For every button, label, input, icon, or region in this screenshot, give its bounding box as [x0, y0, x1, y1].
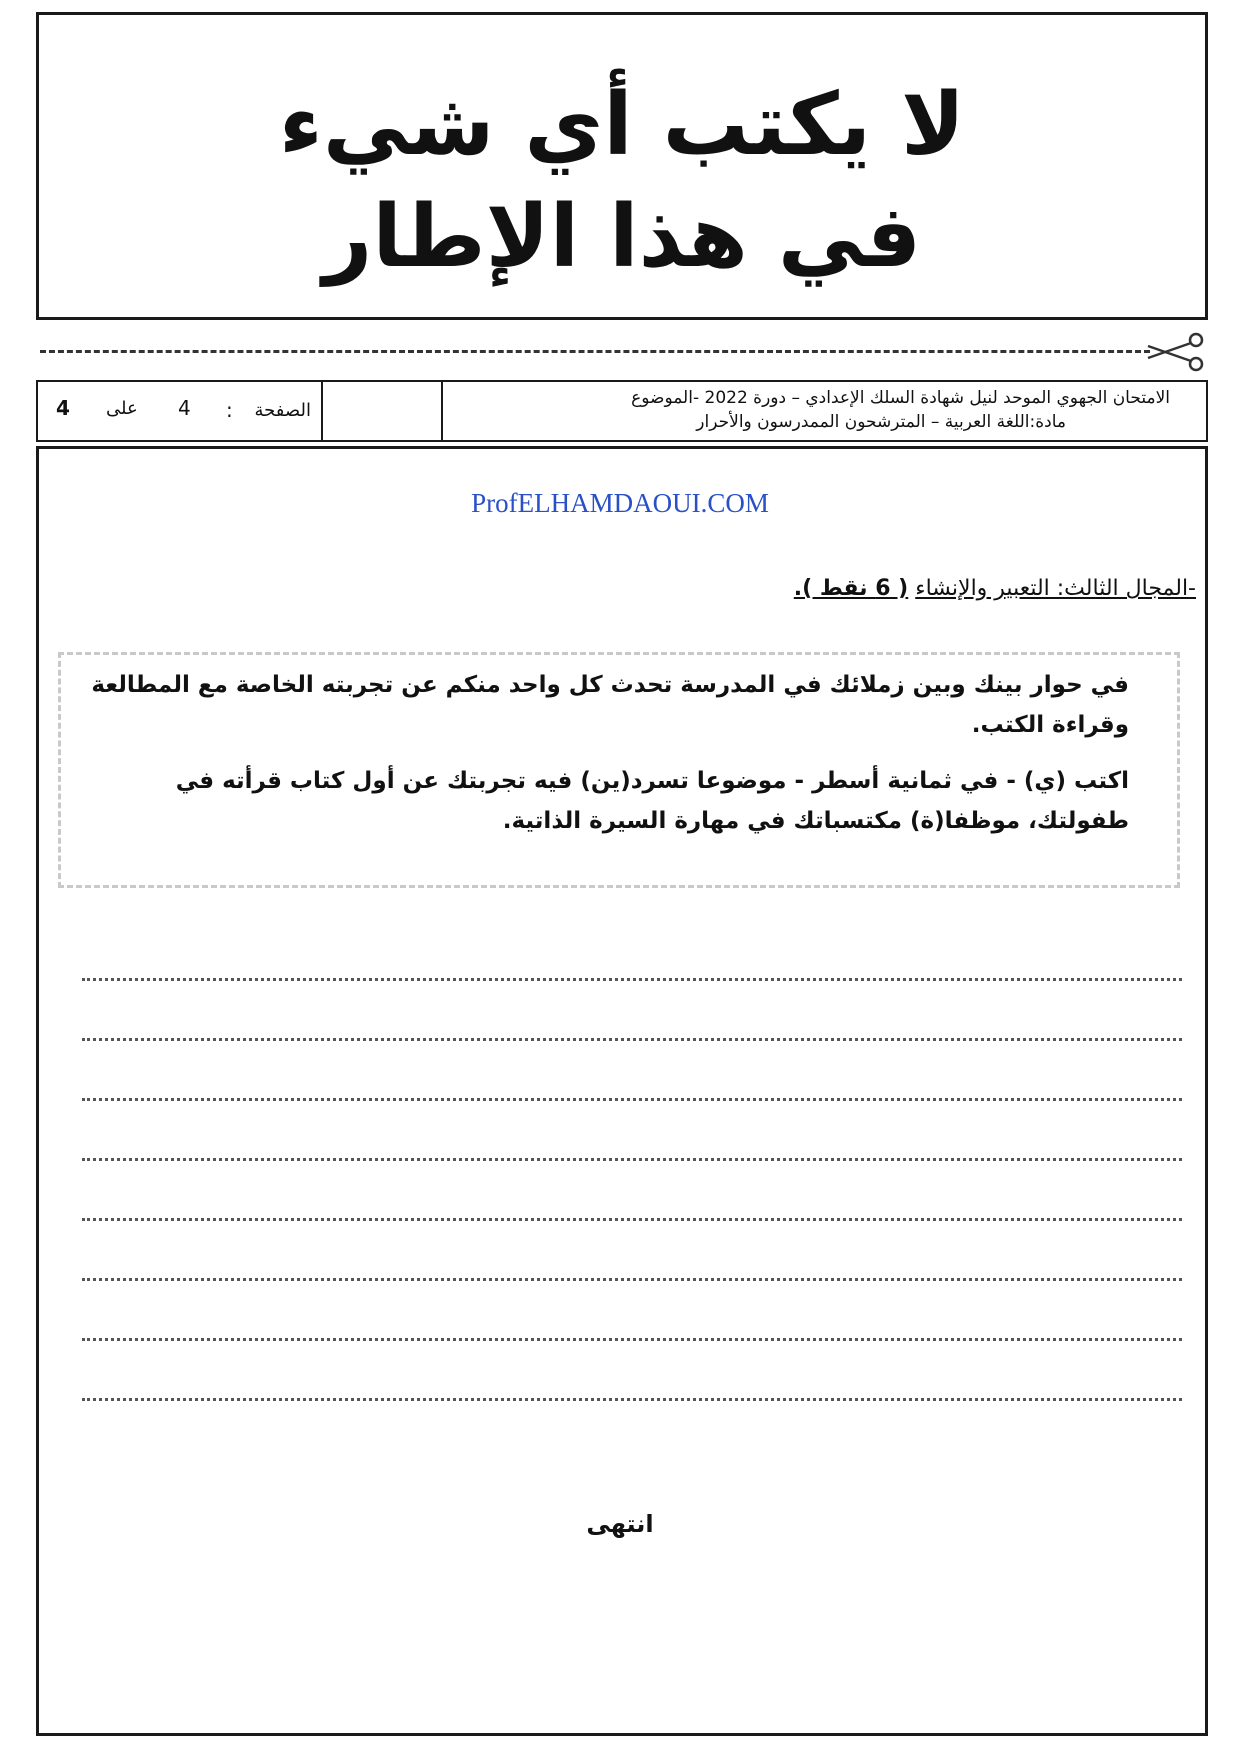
- page-total: 4: [56, 396, 70, 420]
- no-write-frame: [36, 12, 1208, 320]
- answer-line[interactable]: [82, 1098, 1182, 1101]
- exam-title: الامتحان الجهوي الموحد لنيل شهادة السلك الإعدادي – دورة 2022 -الموضوع: [631, 388, 1170, 408]
- answer-line[interactable]: [82, 1158, 1182, 1161]
- answer-line[interactable]: [82, 1278, 1182, 1281]
- section-heading: [794, 576, 1196, 601]
- answer-line[interactable]: [82, 1038, 1182, 1041]
- prompt-task: اكتب (ي) - في ثمانية أسطر - موضوعا تسرد(ين) فيه تجربتك عن أول كتاب قرأته في طفولتك، موظفا(ة) مكتسباتك في مهارة السيرة الذاتية.: [175, 768, 1129, 834]
- exam-header: [36, 380, 1208, 442]
- answer-frame: [36, 446, 1208, 1736]
- no-write-title-line2: في هذا الإطار: [322, 187, 922, 287]
- answer-line[interactable]: [82, 1218, 1182, 1221]
- page-number-cell: [38, 382, 323, 440]
- empty-cell: [323, 382, 443, 440]
- cut-line: [40, 350, 1150, 353]
- scissors-icon: [1142, 330, 1208, 374]
- page-label: الصفحة: [254, 400, 311, 421]
- no-write-title-line1: لا يكتب أي شيء: [278, 75, 966, 175]
- exam-info-cell: [443, 382, 1206, 440]
- watermark-text: ProfELHAMDAOUI.COM: [471, 488, 769, 518]
- prompt-box: [58, 652, 1180, 888]
- end-text: انتهى: [586, 1510, 654, 1538]
- page-colon: :: [226, 398, 233, 422]
- answer-line[interactable]: [82, 1338, 1182, 1341]
- prompt-context: في حوار بينك وبين زملائك في المدرسة تحدث كل واحد منكم عن تجربته الخاصة مع المطالعة وقراءة الكتب.: [91, 672, 1129, 738]
- answer-line[interactable]: [82, 1398, 1182, 1401]
- answer-line[interactable]: [82, 978, 1182, 981]
- section-points: ( 6 نقط ).: [793, 576, 909, 601]
- exam-subject: مادة:اللغة العربية – المترشحون الممدرسون والأحرار: [696, 412, 1066, 432]
- page-current: 4: [178, 396, 191, 420]
- section-title: -المجال الثالث: التعبير والإنشاء: [915, 576, 1196, 601]
- page-of-label: على: [106, 398, 138, 419]
